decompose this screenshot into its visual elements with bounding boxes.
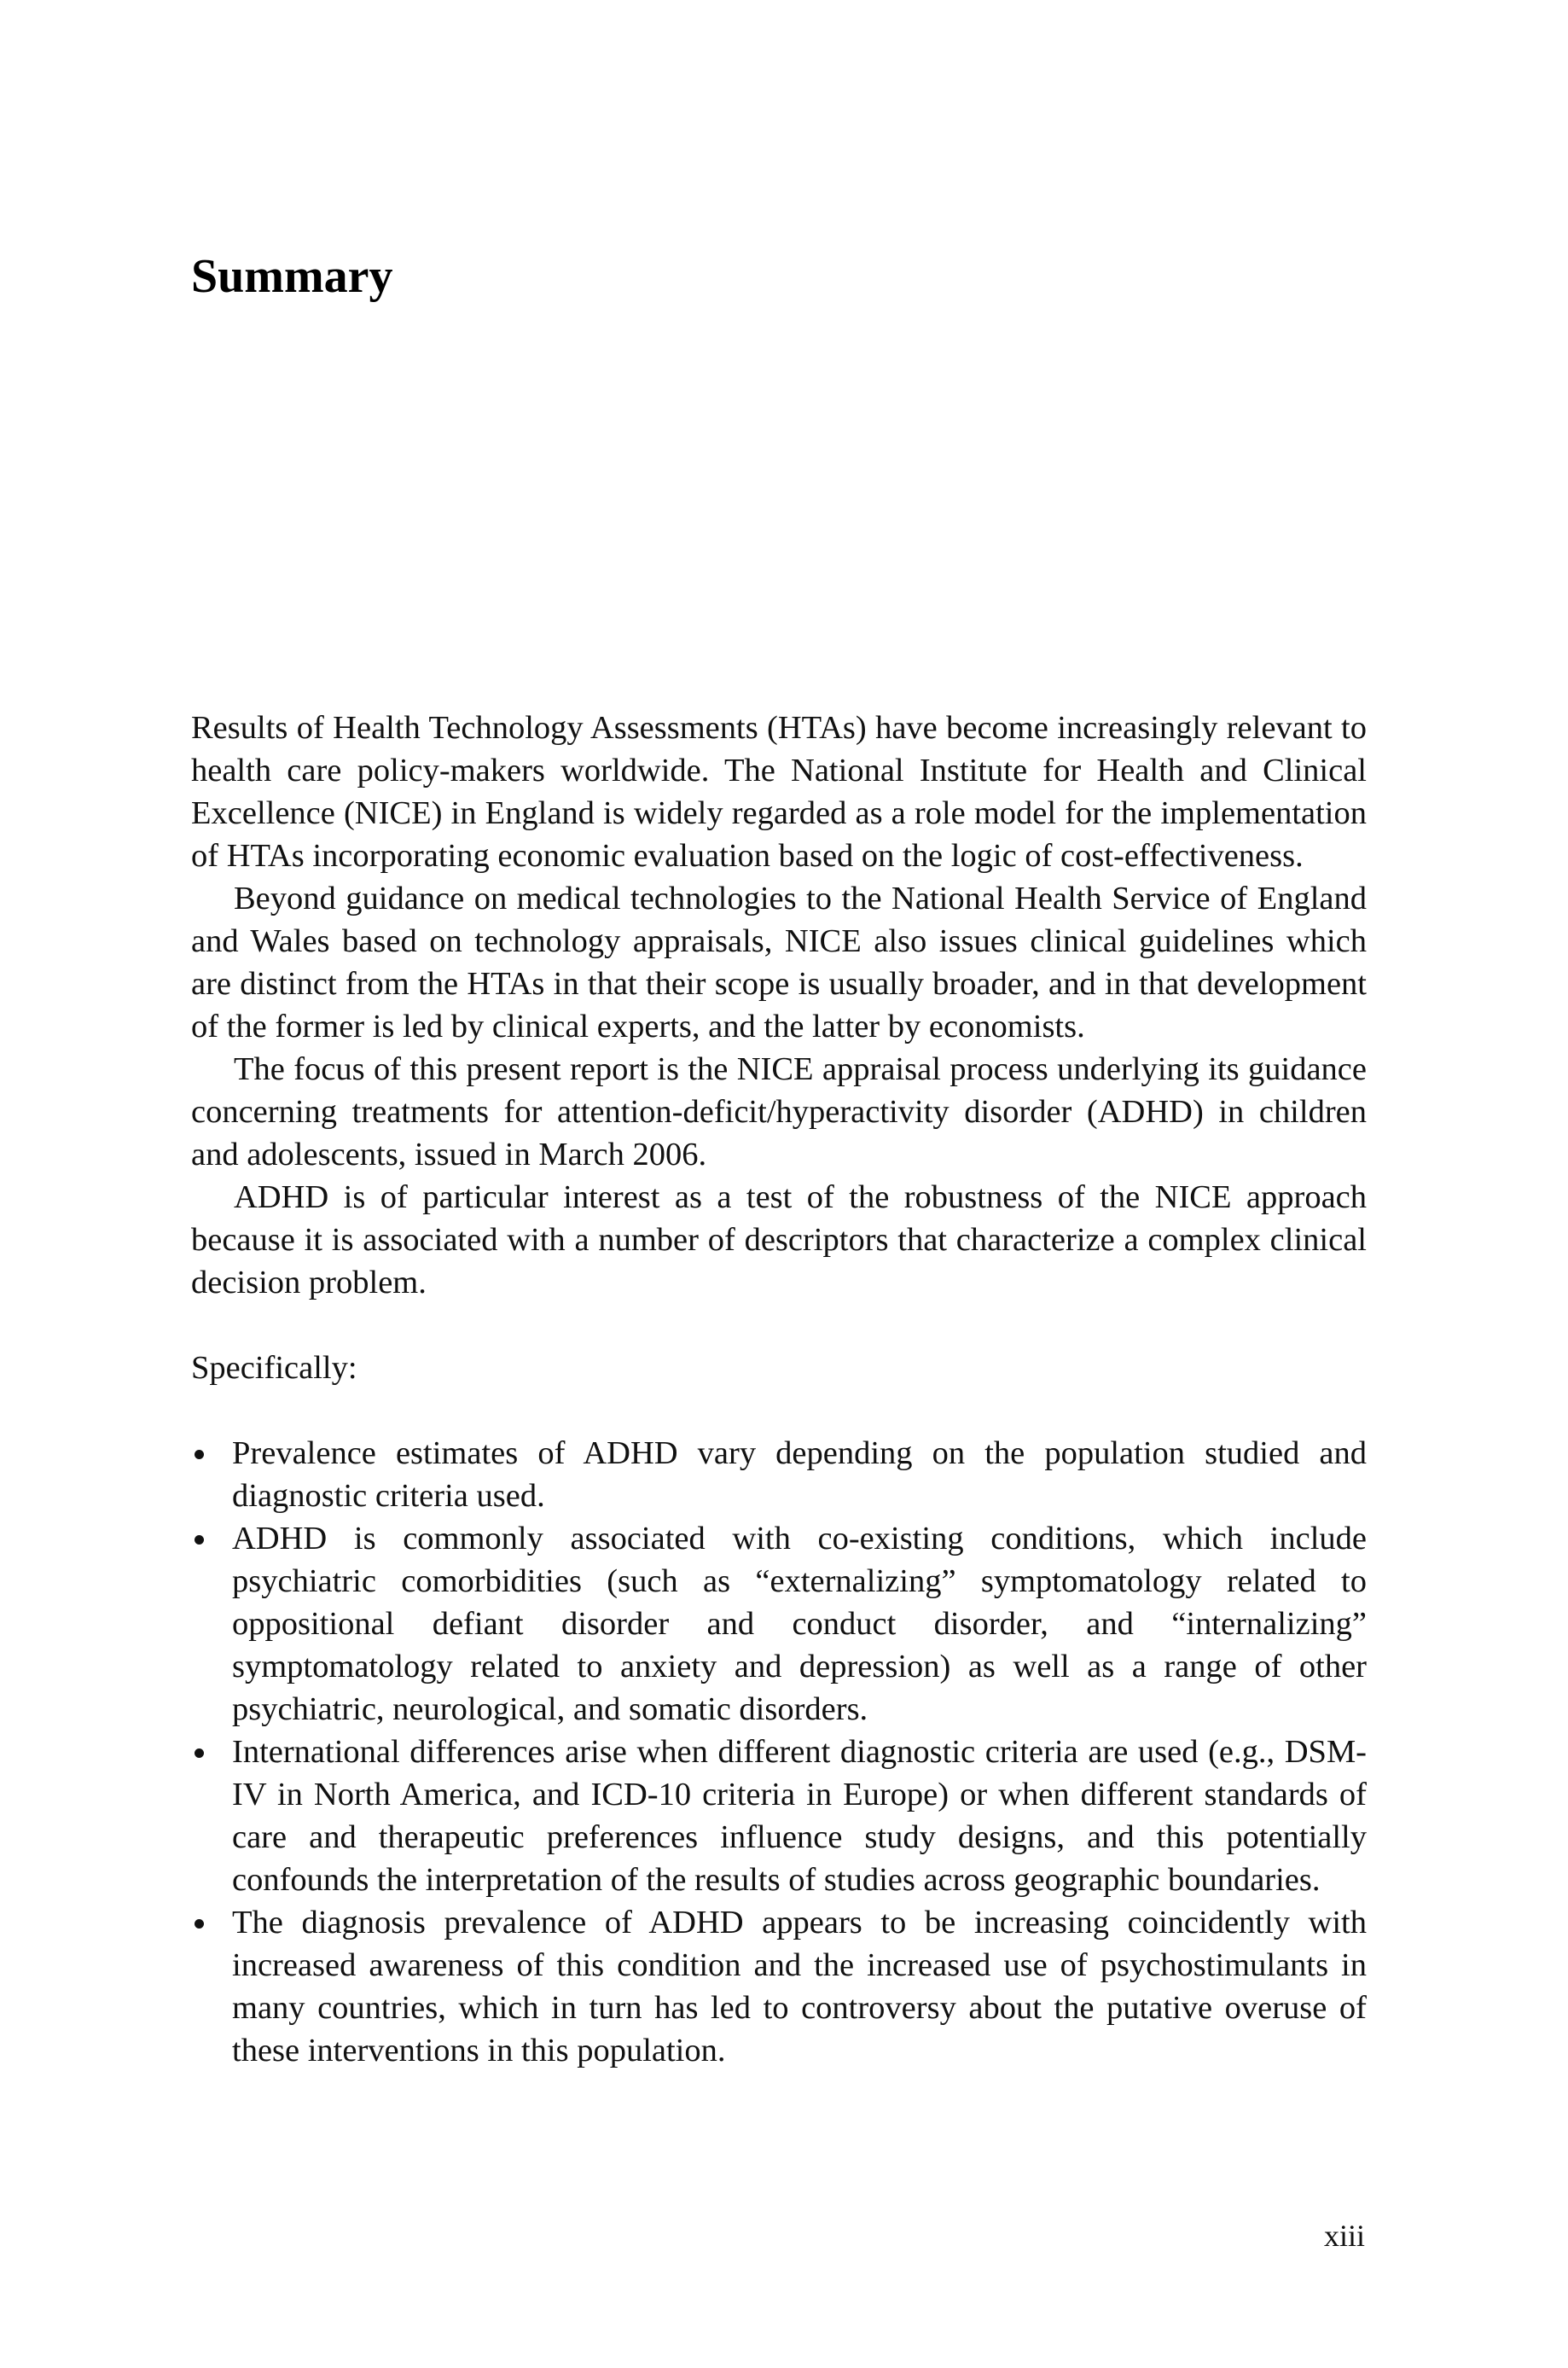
paragraph: Beyond guidance on medical technologies to the National Health Service of England and Wales based on technology appraisals, NICE also issues clinical guidelines which are distinct from the HTAs in that their scope is usually broader, and in that development of the former is led by clinical experts, and the latter by economists. bbox=[191, 881, 1367, 1044]
summary-body bbox=[191, 707, 1367, 2072]
paragraph: The focus of this present report is the NICE appraisal process underlying its guidance concerning treatments for attention-deficit/hyperactivity disorder (ADHD) in children and adolescents, issued in March 2006. bbox=[191, 1051, 1367, 1172]
list-intro: Specifically: bbox=[191, 1350, 357, 1386]
list-item: ADHD is commonly associated with co-existing conditions, which include psychiatric comorbidities (such as “externalizing” symptomatology related to oppositional defiant disorder and conduct disorder, and “internalizing” symptomatology related to anxiety and depression) as well as a range of other psychiatric, neurological, and somatic disorders. bbox=[191, 1517, 1367, 1731]
paragraph: ADHD is of particular interest as a test of the robustness of the NICE approach because it is associated with a number of descriptors that characterize a complex clinical decision problem. bbox=[191, 1179, 1367, 1300]
bullet-list bbox=[191, 1432, 1367, 2072]
paragraph: Results of Health Technology Assessments (HTAs) have become increasingly relevant to health care policy-makers worldwide. The National Institute for Health and Clinical Excellence (NICE) in England is widely regarded as a role model for the implementation of HTAs incorporating economic evaluation based on the logic of cost-effectiveness. bbox=[191, 710, 1367, 874]
list-item: Prevalence estimates of ADHD vary depending on the population studied and diagnostic criteria used. bbox=[191, 1432, 1367, 1517]
list-item: International differences arise when different diagnostic criteria are used (e.g., DSM-IV in North America, and ICD-10 criteria in Europe) or when different standards of care and therapeutic preferences influence study designs, and this potentially confounds the interpretation of the results of studies across geographic boundaries. bbox=[191, 1731, 1367, 1901]
list-item: The diagnosis prevalence of ADHD appears to be increasing coincidently with increased awareness of this condition and the increased use of psychostimulants in many countries, which in turn has led to controversy about the putative overuse of these interventions in this population. bbox=[191, 1901, 1367, 2072]
page-title: Summary bbox=[191, 250, 393, 303]
page-number: xiii bbox=[1323, 2219, 1365, 2253]
